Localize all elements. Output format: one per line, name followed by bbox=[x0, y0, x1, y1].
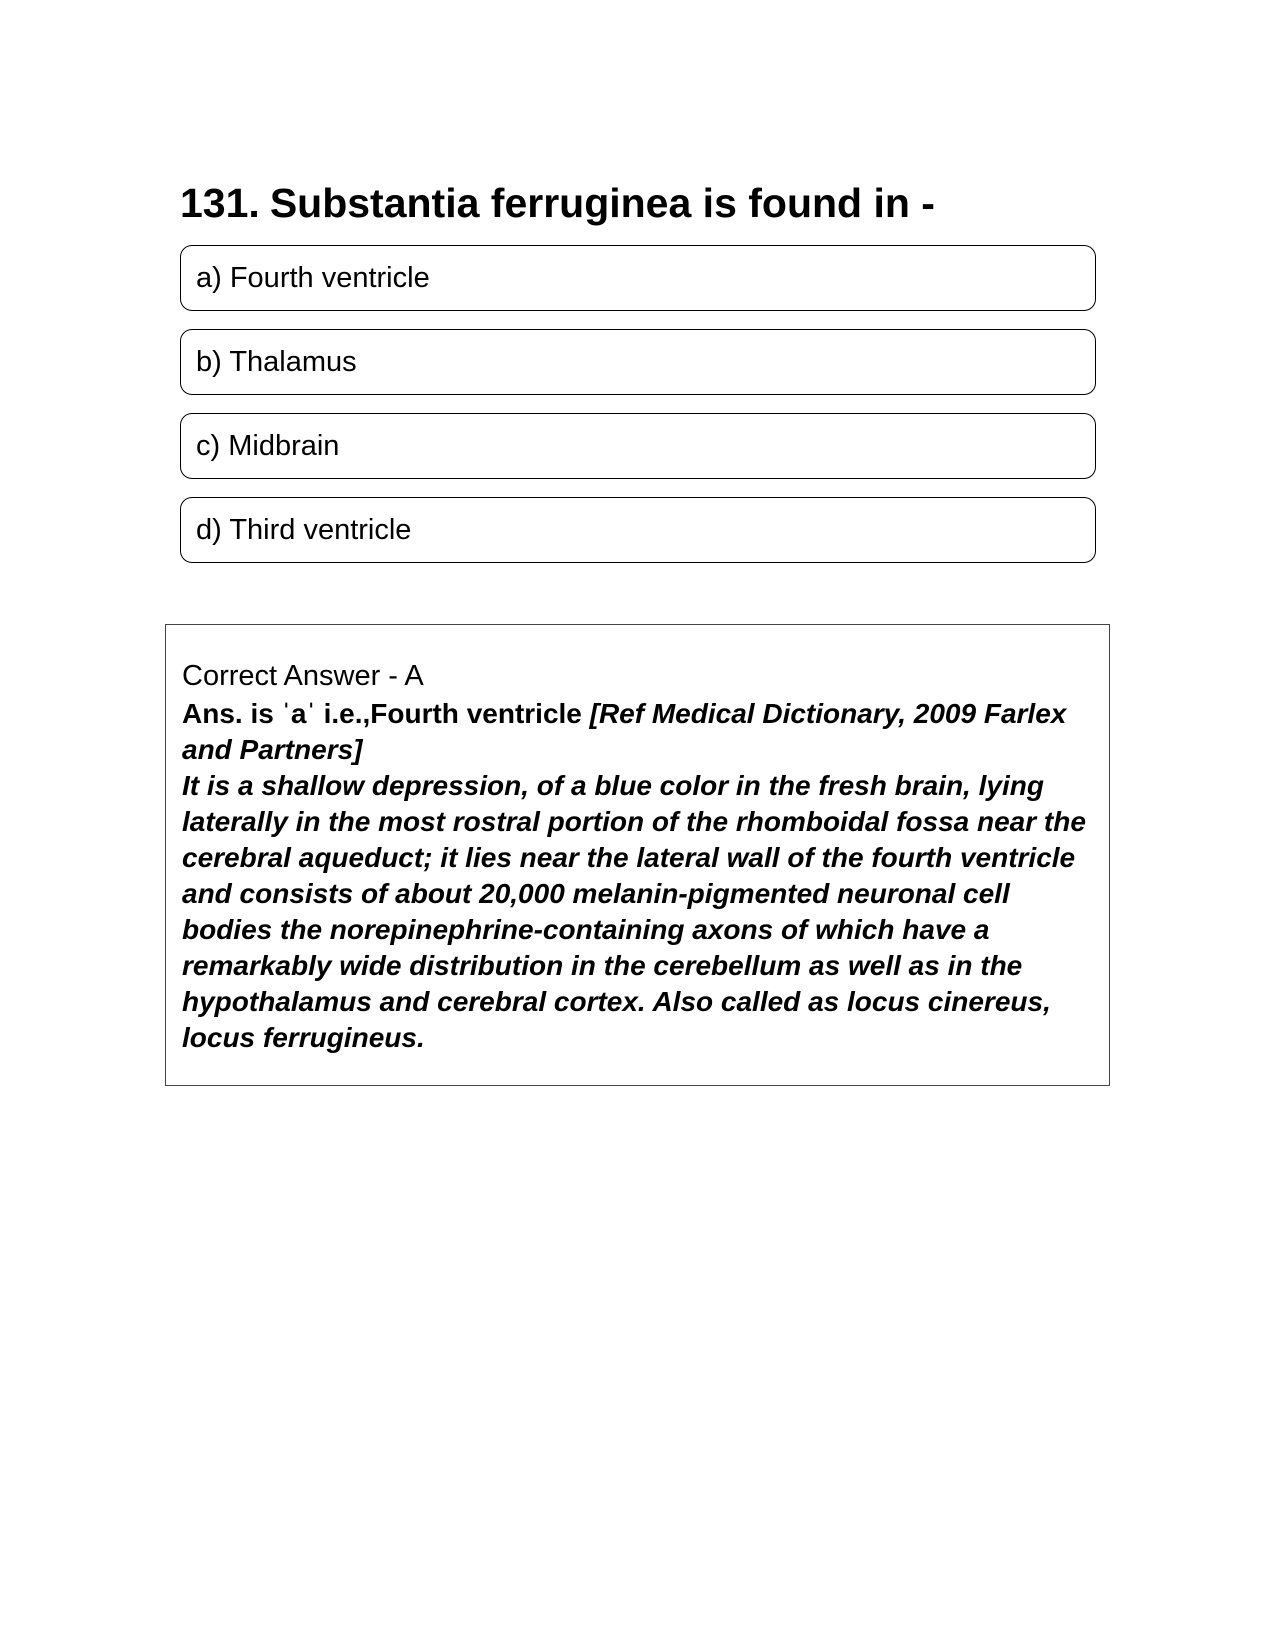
answer-reference: [Ref Medical Dictionary, 2009 Farlex and Partners] bbox=[182, 698, 1067, 765]
option-b[interactable]: b) Thalamus bbox=[180, 329, 1096, 395]
answer-lead: Ans. is ˈaˈ i.e.,Fourth ventricle bbox=[182, 698, 590, 729]
answer-explanation-box bbox=[165, 624, 1110, 1086]
option-a[interactable]: a) Fourth ventricle bbox=[180, 245, 1096, 311]
option-c[interactable]: c) Midbrain bbox=[180, 413, 1096, 479]
question-text: Substantia ferruginea is found in - bbox=[269, 180, 935, 226]
correct-answer-label: Correct Answer - A bbox=[182, 660, 424, 692]
question-title bbox=[180, 178, 935, 228]
question-number: 131. bbox=[180, 180, 260, 226]
answer-body: It is a shallow depression, of a blue color in the fresh brain, lying laterally in the most rostral portion of the rhomboidal fossa near the cerebral aqueduct; it lies near the lateral wall of the fourth ventricle and consists of about 20,000 melanin-pigmented neuronal cell bodies the norepinephrine-containing axons of which have a remarkably wide distribution in the cerebellum as well as in the hypothalamus and cerebral cortex. Also called as locus cinereus, locus ferrugineus. bbox=[182, 770, 1086, 1053]
option-d[interactable]: d) Third ventricle bbox=[180, 497, 1096, 563]
explanation-text bbox=[182, 696, 1093, 1056]
